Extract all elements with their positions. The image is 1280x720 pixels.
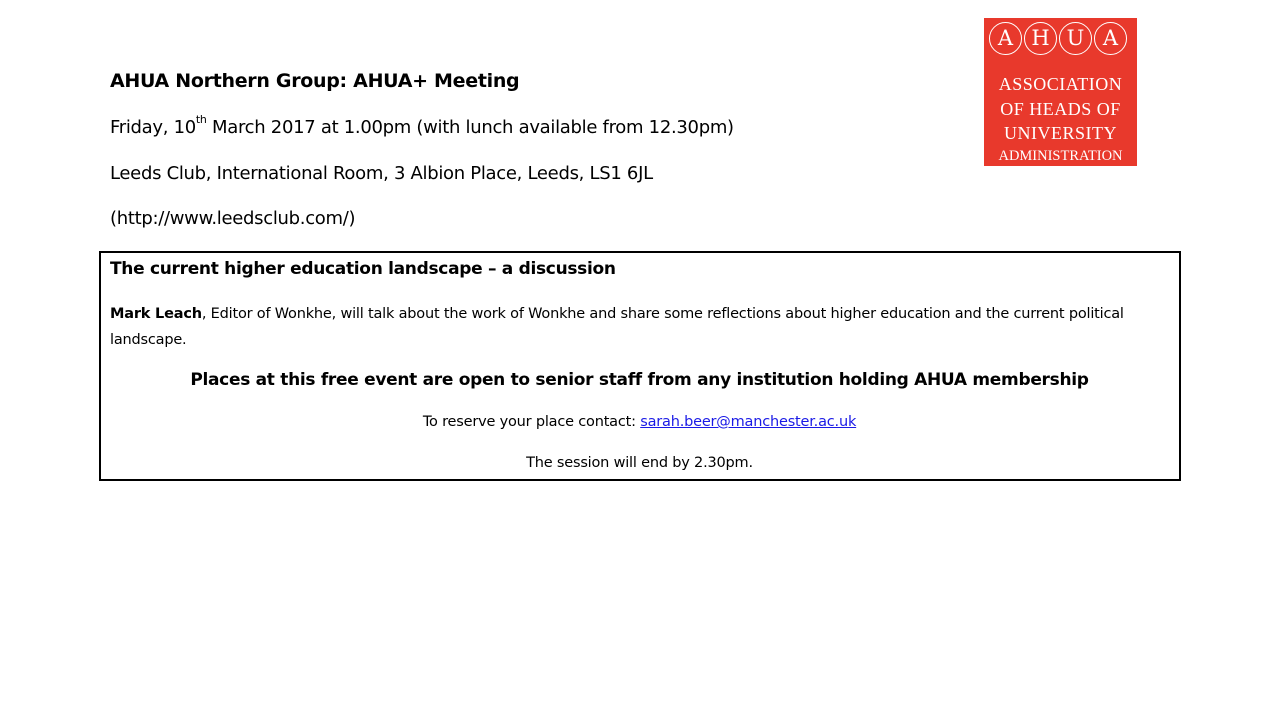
venue-url: (http://www.leedsclub.com/) <box>110 208 356 229</box>
date-rest: March 2017 at 1.00pm (with lunch available from 12.30pm) <box>206 117 734 138</box>
places-notice: Places at this free event are open to senior staff from any institution holding AHUA membership <box>190 370 1089 390</box>
logo-letter-a1: A <box>989 22 1022 55</box>
logo-letter-a2: A <box>1094 22 1127 55</box>
event-details-box <box>99 251 1181 481</box>
reserve-line <box>101 414 1178 430</box>
logo-text-line4: ADMINISTRATION <box>998 148 1123 164</box>
logo-text-line3: UNIVERSITY <box>1004 123 1117 143</box>
logo-letter-h: H <box>1024 22 1057 55</box>
speaker-name: Mark Leach <box>110 306 202 322</box>
logo-letter-u: U <box>1059 22 1092 55</box>
logo-text-line1: ASSOCIATION <box>998 74 1123 94</box>
event-date <box>110 113 734 138</box>
event-venue: Leeds Club, International Room, 3 Albion Place, Leeds, LS1 6JL <box>110 163 653 184</box>
reserve-label: To reserve your place contact: <box>422 414 641 430</box>
event-heading: The current higher education landscape – a discussion <box>110 259 616 279</box>
contact-email-link[interactable]: sarah.beer@manchester.ac.uk <box>640 414 857 430</box>
session-end-note: The session will end by 2.30pm. <box>526 455 753 471</box>
logo-letter-row <box>989 22 1127 55</box>
date-ordinal: th <box>195 113 207 126</box>
date-prefix: Friday, 10 <box>110 117 196 138</box>
ahua-logo <box>984 18 1137 166</box>
page-title: AHUA Northern Group: AHUA+ Meeting <box>110 70 520 92</box>
logo-text-line2: OF HEADS OF <box>1000 99 1121 119</box>
speaker-paragraph <box>110 301 1172 353</box>
speaker-description: , Editor of Wonkhe, will talk about the work of Wonkhe and share some reflections about higher education and the current political landscape. <box>110 306 1124 348</box>
